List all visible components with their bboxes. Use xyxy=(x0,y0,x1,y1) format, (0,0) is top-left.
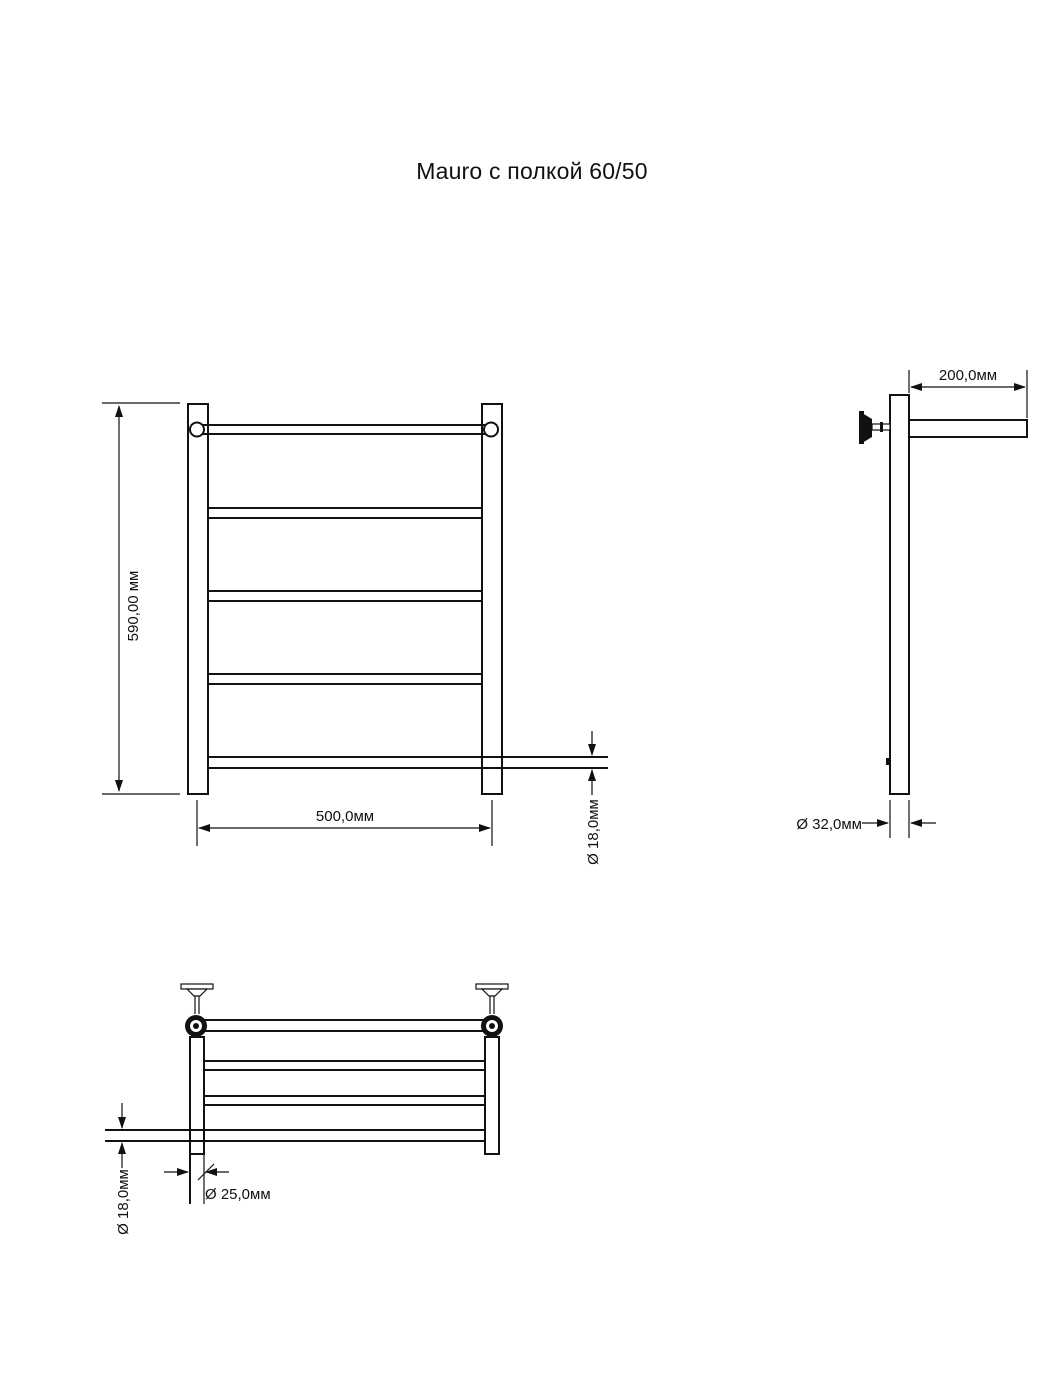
pipe-diameter-label: Ø 25,0мм xyxy=(205,1186,271,1203)
height-label: 590,00 мм xyxy=(125,570,142,642)
right-joint xyxy=(481,1015,503,1037)
width-label: 500,0мм xyxy=(315,808,375,825)
front-view xyxy=(102,403,608,865)
front-bar-diameter-label: Ø 18,0мм xyxy=(585,799,602,865)
side-post xyxy=(890,395,909,794)
top-bar-diameter-label: Ø 18,0мм xyxy=(115,1169,132,1235)
top-view-bar-diameter-dimension xyxy=(115,1103,132,1235)
height-dimension xyxy=(102,403,180,794)
top-view-bar-2 xyxy=(204,1096,485,1105)
page-title: Mauro с полкой 60/50 xyxy=(416,158,648,184)
top-view-left-post xyxy=(190,1037,204,1154)
post-diameter-label: Ø 32,0мм xyxy=(796,816,862,833)
top-view-bar-1 xyxy=(204,1061,485,1070)
post-diameter-dimension xyxy=(796,800,936,838)
top-bar xyxy=(190,423,498,437)
top-view-right-post xyxy=(485,1037,499,1154)
right-wall-mount xyxy=(476,984,508,1014)
wall-mount xyxy=(859,411,890,765)
crossbar-3 xyxy=(208,674,482,684)
left-joint xyxy=(185,1015,207,1037)
top-view-bottom-bar xyxy=(105,1130,485,1141)
left-wall-mount xyxy=(181,984,213,1014)
bottom-bar xyxy=(208,757,608,768)
side-view xyxy=(796,367,1027,838)
pipe-diameter-dimension xyxy=(164,1164,271,1203)
left-post xyxy=(188,404,208,794)
side-shelf xyxy=(909,420,1027,437)
top-view-main-bar xyxy=(204,1020,485,1031)
crossbar-1 xyxy=(208,508,482,518)
shelf-depth-label: 200,0мм xyxy=(938,367,998,384)
bar-diameter-dimension xyxy=(585,731,602,865)
shelf-depth-dimension xyxy=(909,367,1027,418)
top-view xyxy=(105,984,508,1235)
right-post xyxy=(482,404,502,794)
crossbar-2 xyxy=(208,591,482,601)
width-dimension xyxy=(197,800,492,846)
